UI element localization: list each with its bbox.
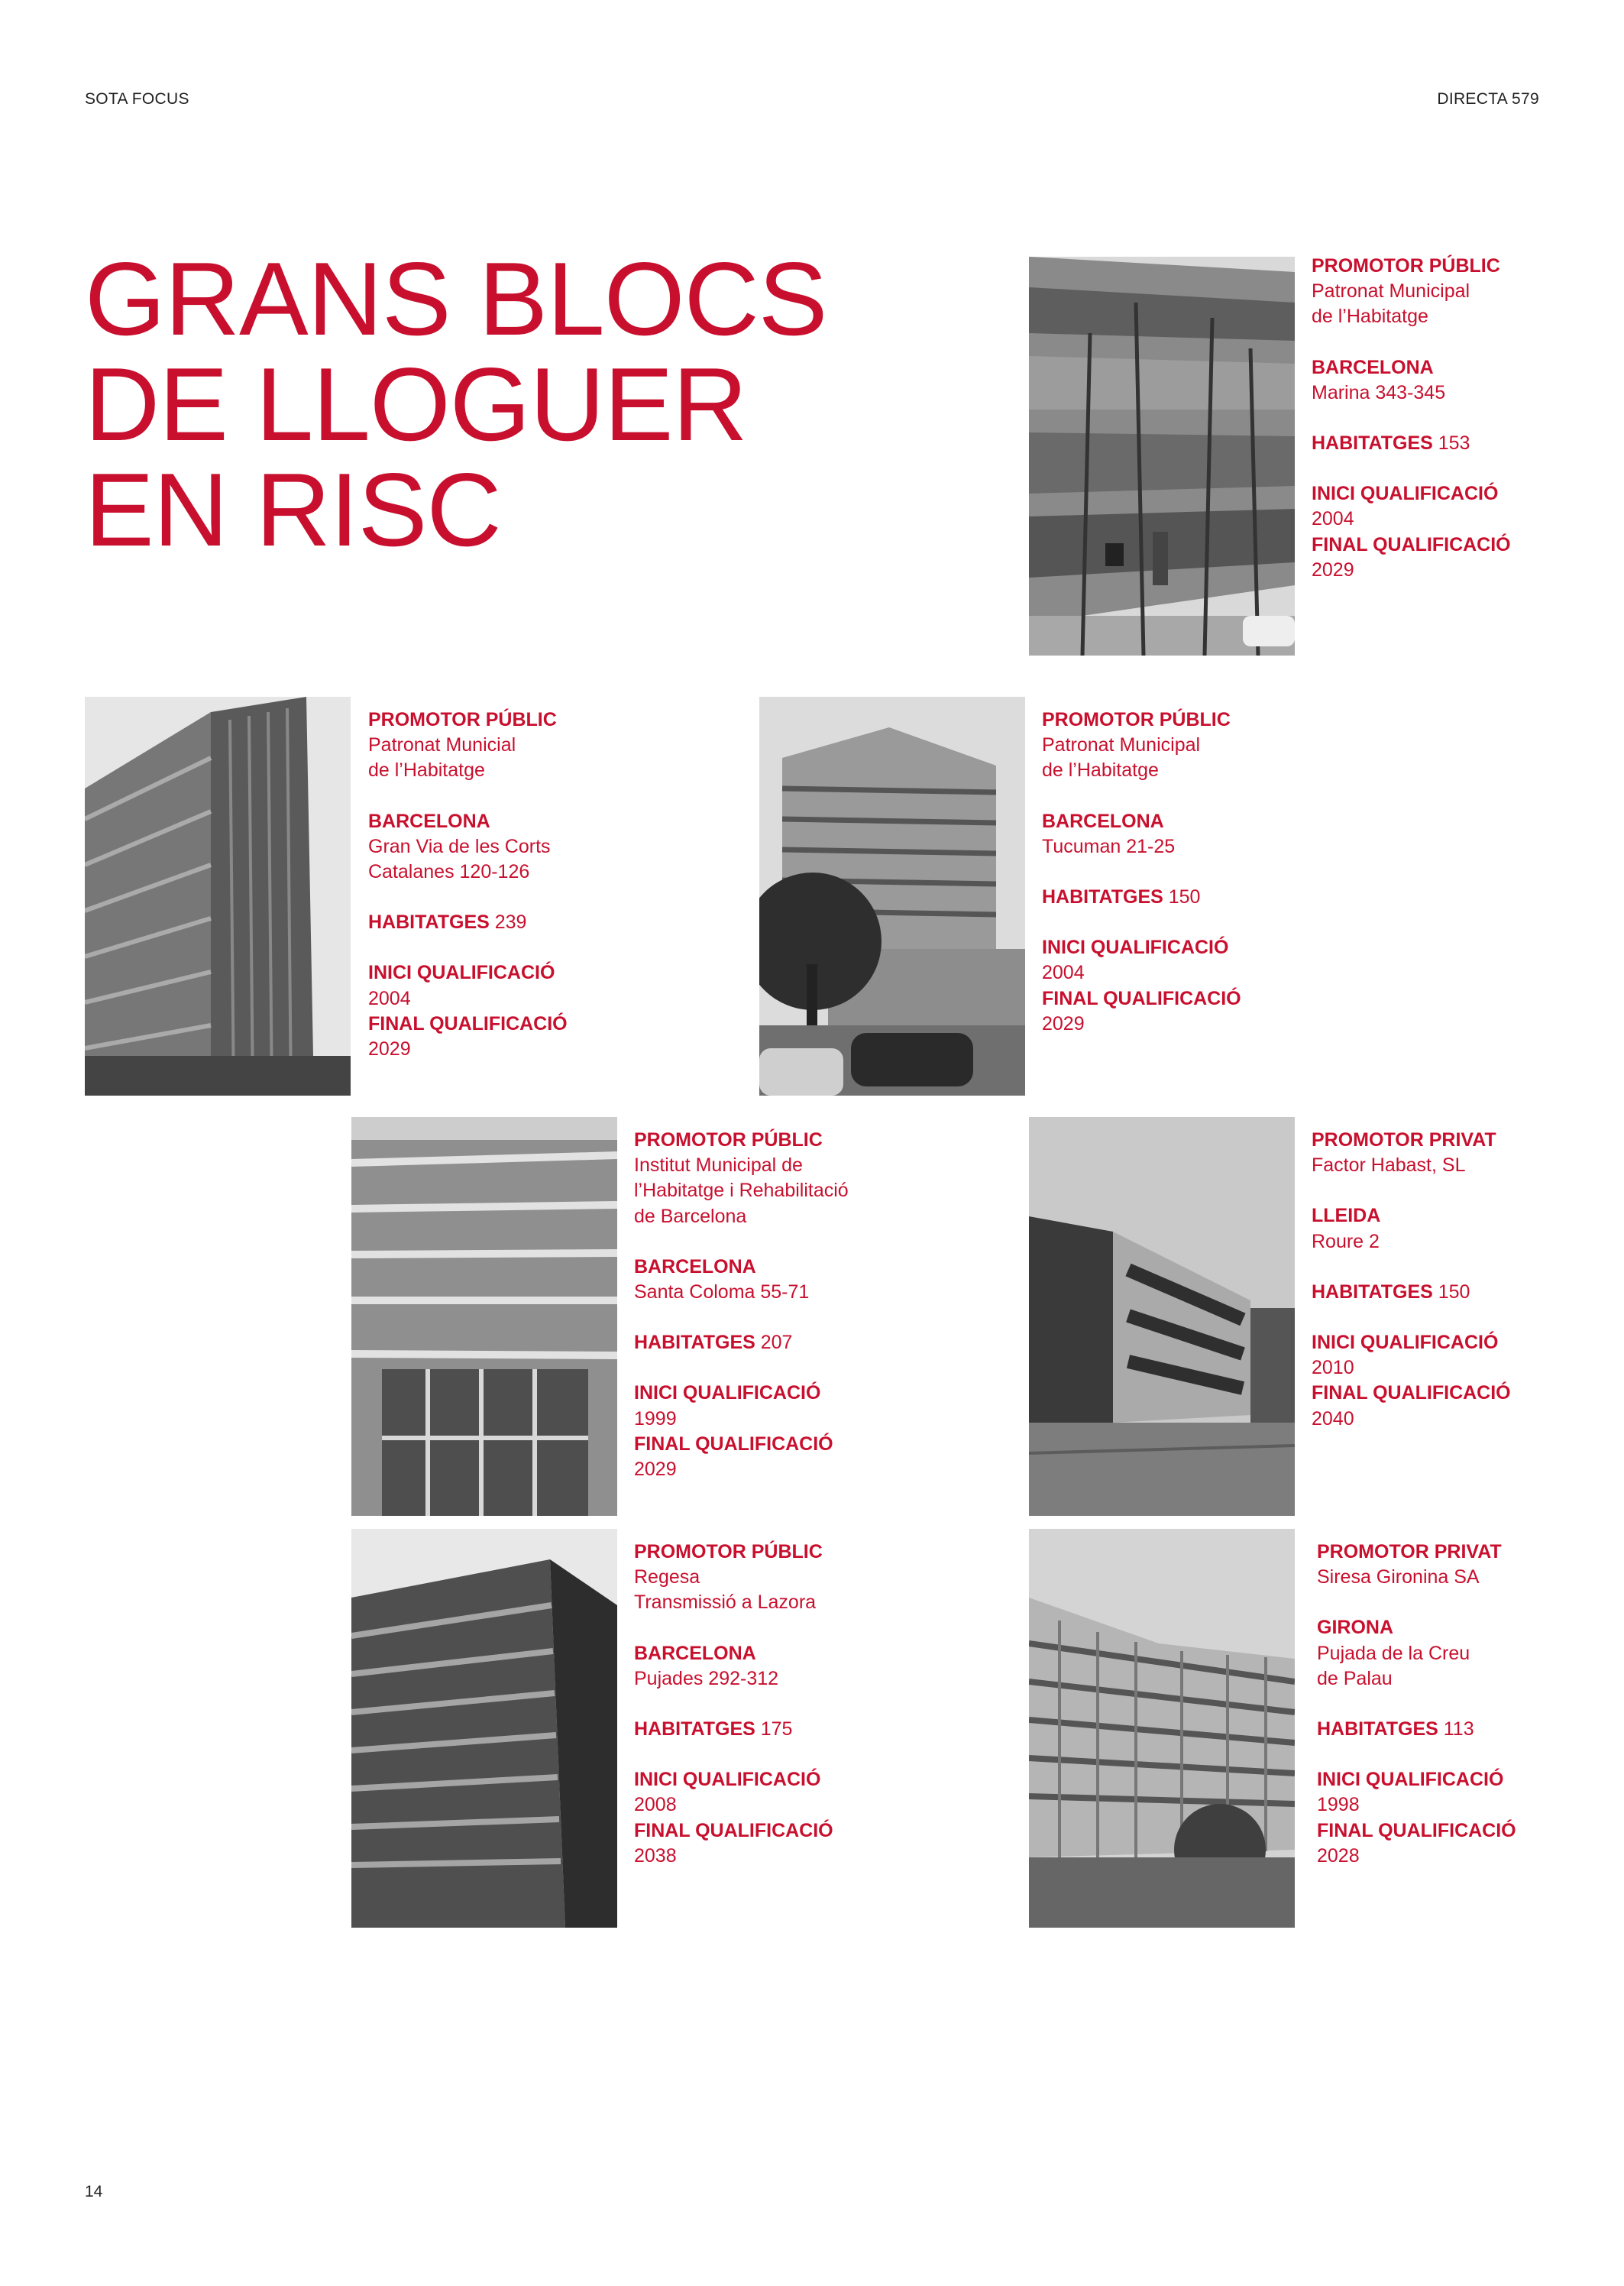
building-photo-pujades xyxy=(351,1529,617,1928)
page-title xyxy=(85,241,827,568)
address-line: Catalanes 120-126 xyxy=(368,861,530,883)
end-value: 2040 xyxy=(1312,1407,1354,1430)
promoter-name-line: Transmissió a Lazora xyxy=(634,1591,817,1614)
promoter-name-line: l’Habitatge i Rehabilitació xyxy=(634,1180,849,1202)
start-label: INICI QUALIFICACIÓ xyxy=(634,1769,821,1791)
end-value: 2029 xyxy=(368,1038,411,1060)
building-photo-pujada-creu xyxy=(1029,1529,1295,1928)
promoter-type: PROMOTOR PÚBLIC xyxy=(1312,255,1500,277)
dwellings-value: 207 xyxy=(760,1332,793,1354)
address-line: Roure 2 xyxy=(1312,1230,1380,1252)
dwellings-label: HABITATGES xyxy=(1312,432,1433,455)
end-label: FINAL QUALIFICACIÓ xyxy=(1317,1819,1516,1841)
end-value: 2029 xyxy=(1042,1012,1085,1035)
address-line: Santa Coloma 55-71 xyxy=(634,1281,810,1303)
dwellings-label: HABITATGES xyxy=(1317,1718,1438,1740)
promoter-name-line: Factor Habast, SL xyxy=(1312,1154,1466,1177)
start-label: INICI QUALIFICACIÓ xyxy=(1042,937,1229,959)
title-line-2: DE LLOGUER xyxy=(85,346,747,462)
entry-info-5 xyxy=(634,1540,878,1869)
dwellings-value: 113 xyxy=(1443,1718,1474,1740)
promoter-name-line: Patronat Municial xyxy=(368,734,516,756)
building-photo-tucuman xyxy=(759,697,1025,1096)
address-line: de Palau xyxy=(1317,1667,1393,1689)
dwellings-value: 175 xyxy=(760,1718,793,1740)
promoter-name-line: de l’Habitatge xyxy=(368,759,485,782)
start-label: INICI QUALIFICACIÓ xyxy=(1312,483,1499,505)
city: GIRONA xyxy=(1317,1617,1393,1639)
city: LLEIDA xyxy=(1312,1205,1381,1227)
issue-label: DIRECTA 579 xyxy=(1437,90,1539,108)
promoter-name-line: de l’Habitatge xyxy=(1312,306,1428,328)
dwellings-value: 239 xyxy=(494,911,527,934)
building-photo-marina xyxy=(1029,257,1295,656)
dwellings-value: 150 xyxy=(1168,886,1201,908)
address-line: Marina 343-345 xyxy=(1312,381,1446,403)
dwellings-label: HABITATGES xyxy=(634,1332,755,1354)
building-photo-santa-coloma xyxy=(351,1117,617,1516)
start-label: INICI QUALIFICACIÓ xyxy=(1312,1332,1499,1354)
promoter-name-line: Patronat Municipal xyxy=(1042,734,1201,756)
city: BARCELONA xyxy=(634,1255,756,1277)
end-value: 2029 xyxy=(1312,559,1354,581)
entry-info-1 xyxy=(368,707,613,1062)
end-label: FINAL QUALIFICACIÓ xyxy=(634,1433,833,1455)
promoter-type: PROMOTOR PRIVAT xyxy=(1317,1541,1502,1562)
start-value: 1999 xyxy=(634,1407,677,1430)
city: BARCELONA xyxy=(368,810,490,832)
promoter-type: PROMOTOR PÚBLIC xyxy=(1042,709,1231,730)
start-label: INICI QUALIFICACIÓ xyxy=(634,1382,821,1404)
promoter-name-line: Patronat Municipal xyxy=(1312,280,1470,303)
start-value: 2004 xyxy=(1312,508,1354,530)
end-label: FINAL QUALIFICACIÓ xyxy=(1312,1382,1511,1404)
promoter-name-line: de l’Habitatge xyxy=(1042,759,1159,782)
promoter-name-line: Regesa xyxy=(634,1566,700,1588)
end-label: FINAL QUALIFICACIÓ xyxy=(634,1819,833,1841)
end-label: FINAL QUALIFICACIÓ xyxy=(1312,533,1511,555)
end-label: FINAL QUALIFICACIÓ xyxy=(368,1012,568,1035)
promoter-name-line: de Barcelona xyxy=(634,1205,747,1227)
page-number: 14 xyxy=(85,2183,103,2200)
promoter-name-line: Siresa Gironina SA xyxy=(1317,1566,1480,1588)
start-value: 1998 xyxy=(1317,1794,1360,1816)
promoter-name-line: Institut Municipal de xyxy=(634,1154,803,1177)
end-value: 2028 xyxy=(1317,1844,1360,1867)
city: BARCELONA xyxy=(1312,356,1434,378)
dwellings-value: 150 xyxy=(1438,1281,1470,1303)
address-line: Tucuman 21-25 xyxy=(1042,835,1176,857)
city: BARCELONA xyxy=(1042,810,1164,832)
start-label: INICI QUALIFICACIÓ xyxy=(1317,1769,1504,1791)
entry-info-6 xyxy=(1317,1540,1561,1869)
address-line: Pujada de la Creu xyxy=(1317,1642,1470,1664)
dwellings-label: HABITATGES xyxy=(368,911,490,934)
city: BARCELONA xyxy=(634,1642,756,1664)
promoter-type: PROMOTOR PÚBLIC xyxy=(634,1541,823,1562)
dwellings-label: HABITATGES xyxy=(1042,886,1163,908)
entry-info-3 xyxy=(634,1128,878,1482)
entry-info-4 xyxy=(1312,1128,1556,1432)
building-photo-gran-via xyxy=(85,697,351,1096)
entry-info-0 xyxy=(1312,254,1556,583)
promoter-type: PROMOTOR PÚBLIC xyxy=(634,1129,823,1151)
address-line: Gran Via de les Corts xyxy=(368,835,551,857)
dwellings-value: 153 xyxy=(1438,432,1470,455)
dwellings-label: HABITATGES xyxy=(1312,1281,1433,1303)
entry-info-2 xyxy=(1042,707,1286,1037)
start-value: 2004 xyxy=(1042,962,1085,984)
start-label: INICI QUALIFICACIÓ xyxy=(368,962,555,984)
title-line-3: EN RISC xyxy=(85,452,501,568)
promoter-type: PROMOTOR PÚBLIC xyxy=(368,709,557,730)
promoter-type: PROMOTOR PRIVAT xyxy=(1312,1129,1496,1151)
address-line: Pujades 292-312 xyxy=(634,1667,779,1689)
title-line-1: GRANS BLOCS xyxy=(85,241,827,357)
end-label: FINAL QUALIFICACIÓ xyxy=(1042,987,1241,1009)
start-value: 2008 xyxy=(634,1794,677,1816)
end-value: 2038 xyxy=(634,1844,677,1867)
end-value: 2029 xyxy=(634,1459,677,1481)
dwellings-label: HABITATGES xyxy=(634,1718,755,1740)
section-label: SOTA FOCUS xyxy=(85,90,189,108)
building-photo-roure xyxy=(1029,1117,1295,1516)
start-value: 2004 xyxy=(368,987,411,1009)
start-value: 2010 xyxy=(1312,1357,1354,1379)
